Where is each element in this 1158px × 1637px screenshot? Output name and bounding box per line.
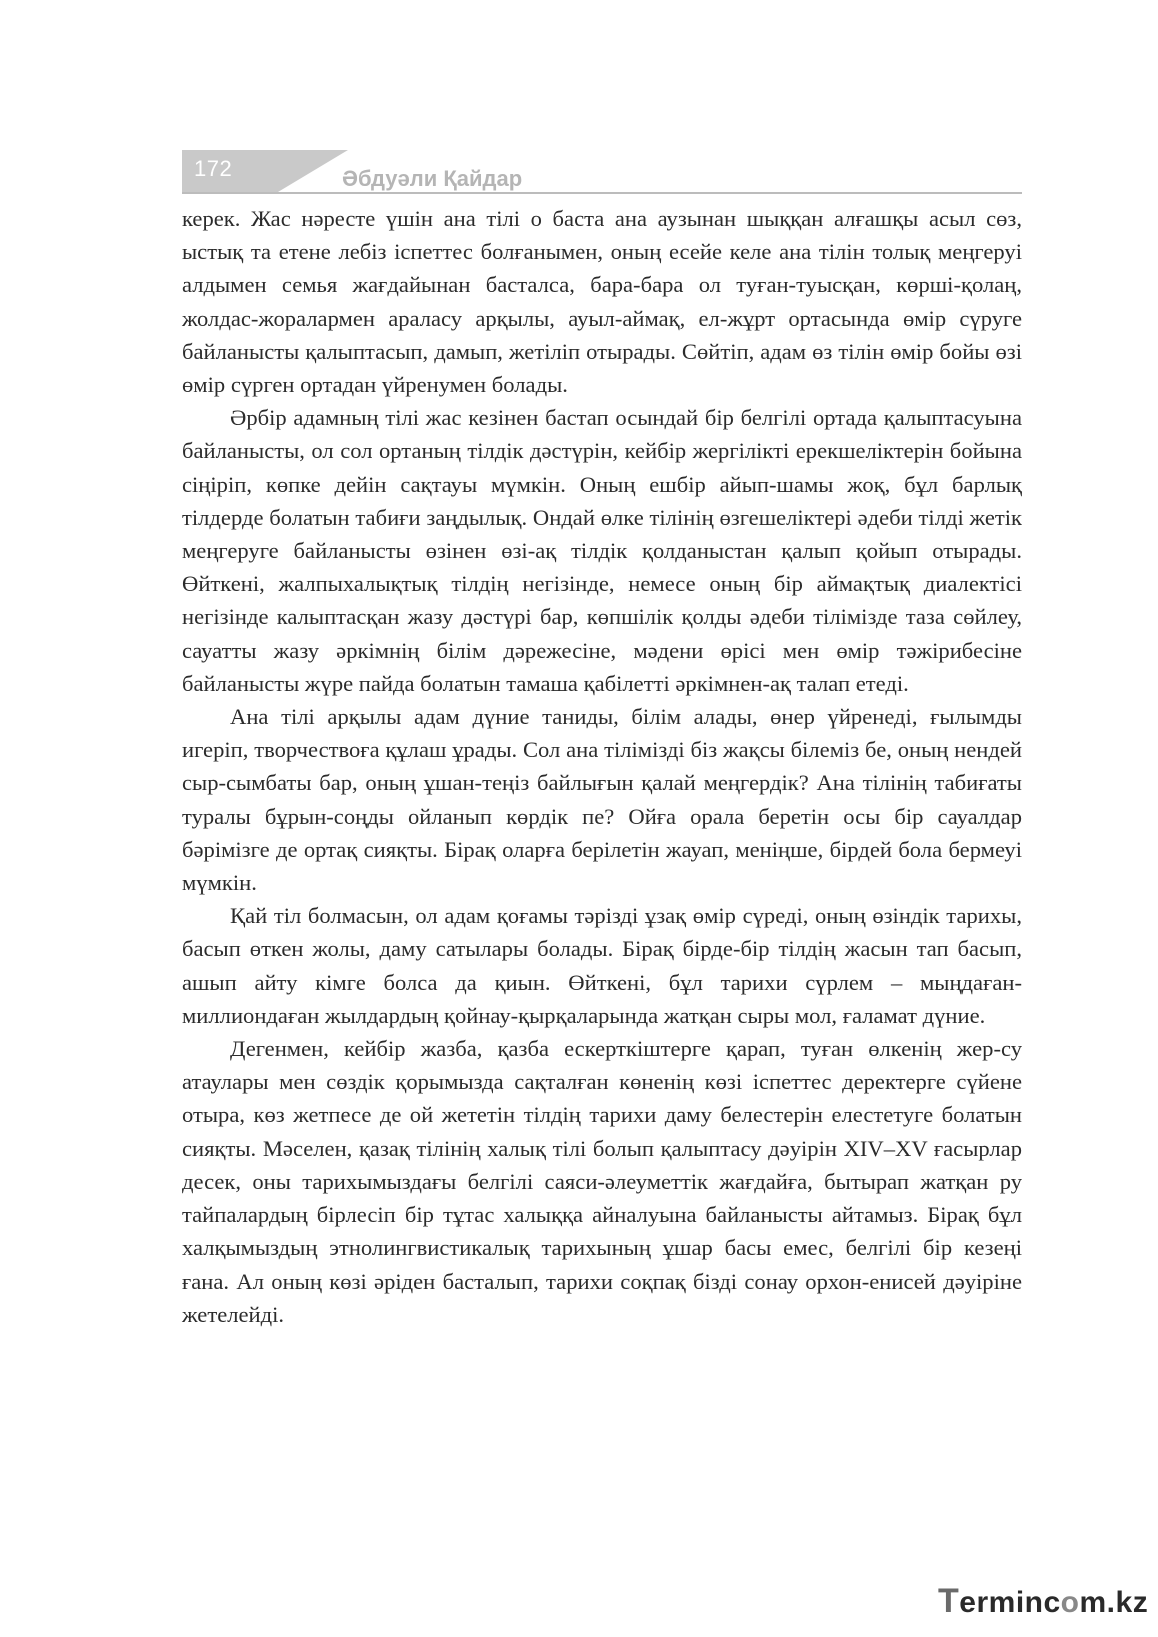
header-rule bbox=[182, 192, 1022, 194]
paragraph-5: Дегенмен, кейбір жазба, қазба ескерткіштерге қарап, туған өлкенің жер-су атаулары мен сөздік қорымызда сақталған көненің көзі іспеттес деректерге сүйене отыра, көз жетпесе де ой жететін тілдің тарихи даму белестерін елестетуге болатын сияқты. Мәселен, қазақ тілінің халық тілі болып қалыптасу дәуірін XIV–XV ғасырлар десек, оны тарихымыздағы белгілі саяси-әлеуметтік жағдайға, бытырап жатқан ру тайпалардың бірлесіп бір тұтас халыққа айналуына байланысты айтамыз. Бірақ бұл халқымыздың этнолингвистикалық тарихының ұшар басы емес, белгілі бір кезеңі ғана. Ал оның көзі әріден басталып, тарихи соқпақ бізді сонау орхон-енисей дәуіріне жетелейді. bbox=[182, 1036, 1022, 1327]
watermark-logo bbox=[938, 1582, 1148, 1621]
watermark-domain: m.kz bbox=[1079, 1586, 1149, 1619]
watermark-text-part: erminc bbox=[959, 1586, 1061, 1619]
paragraph-1: керек. Жас нәресте үшін ана тілі о баста ана аузынан шыққан алғашқы асыл сөз, ыстық та етене лебіз іспеттес болғанымен, оның есейе келе ана тілін толық меңгеруі алдымен семья жағдайынан басталса, бара-бара ол туған-туысқан, көрші-қолаң, жолдас-жоралармен араласу арқылы, ауыл-аймақ, ел-жұрт ортасында өмір сүруге байланысты қалыптасып, дамып, жетіліп отырады. Сөйтіп, адам өз тілін өмір бойы өзі өмір сүрген ортадан үйренумен болады. bbox=[182, 206, 1022, 398]
page-number: 172 bbox=[194, 156, 233, 181]
watermark-t-mark: T bbox=[938, 1582, 960, 1620]
page-number-wedge bbox=[278, 150, 348, 192]
running-head-author: Әбдуәли Қайдар bbox=[342, 166, 523, 191]
paragraph-2: Әрбір адамның тілі жас кезінен бастап осындай бір белгілі ортада қалыптасуына байланысты, ол сол ортаның тілдік дәстүрін, кейбір жергілікті ерекшеліктерін бойына сіңіріп, көпке дейін сақтауы мүмкін. Оның ешбір айып-шамы жоқ, бұл барлық тілдерде болатын табиғи заңдылық. Ондай өлке тілінің өзгешеліктері әдеби тілді жетік меңгеруге байланысты өзінен өзі-ақ тілдік қолданыстан қалып қойып отырады. Өйткені, жалпыхалықтық тілдің негізінде, немесе оның бір аймақтық диалектісі негізінде калыптасқан жазу дәстүрі бар, көпшілік қолды әдеби тілімізде таза сөйлеу, сауатты жазу әркімнің білім дәрежесіне, мәдени өрісі мен өмір тәжірибесіне байланысты жүре пайда болатын тамаша қабілетті әркімнен-ақ талап етеді. bbox=[182, 405, 1022, 696]
paragraph-3: Ана тілі арқылы адам дүние таниды, білім алады, өнер үйренеді, ғылымды игеріп, творчествоға құлаш ұрады. Сол ана тілімізді біз жақсы білеміз бе, оның нендей сыр-сымбаты бар, оның ұшан-теңіз байлығын қалай меңгердік? Ана тілінің табиғаты туралы бұрын-соңды ойланып көрдік пе? Ойға орала беретін осы бір сауалдар бәрімізге де ортақ сияқты. Бірақ оларға берілетін жауап, меніңше, бірдей бола бермеуі мүмкін. bbox=[182, 704, 1022, 896]
watermark-o-mark: o bbox=[1060, 1586, 1080, 1619]
page-header bbox=[182, 150, 1022, 194]
paragraph-4: Қай тіл болмасын, ол адам қоғамы тәрізді ұзақ өмір сүреді, оның өзіндік тарихы, басып өткен жолы, даму сатылары болады. Бірақ бірде-бір тілдің жасын тап басып, ашып айту кімге болса да қиын. Өйткені, бұл тарихи сүрлем – мыңдаған-миллиондаған жылдардың қойнау-қырқаларында жатқан сыры мол, ғаламат дүние. bbox=[182, 903, 1022, 1028]
body-text bbox=[182, 202, 1022, 1331]
